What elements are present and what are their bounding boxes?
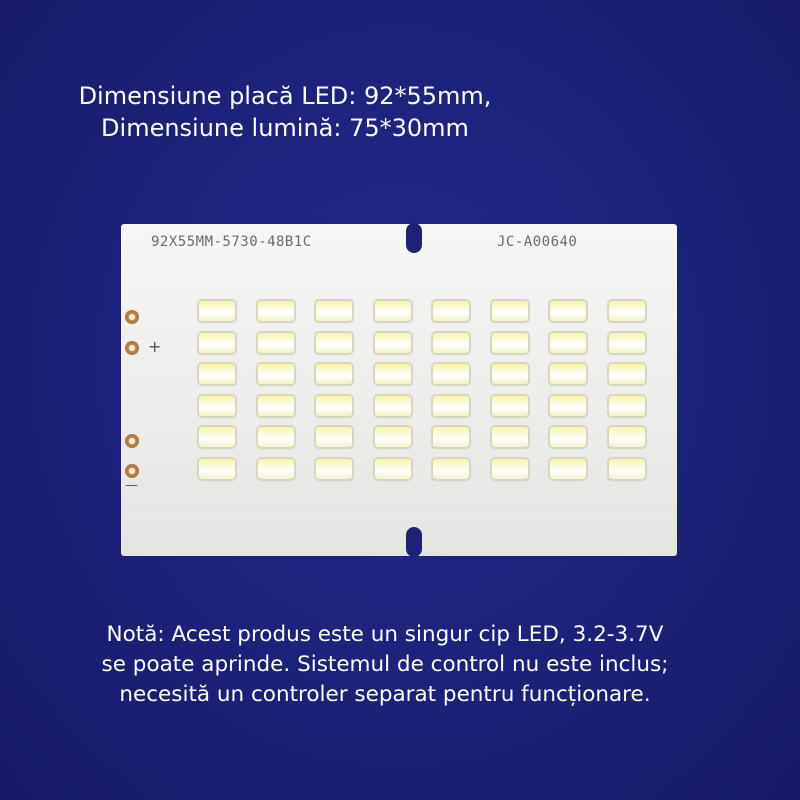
led-chip <box>375 364 411 384</box>
led-chip <box>550 459 586 479</box>
led-chip <box>550 427 586 447</box>
led-chip <box>609 333 645 353</box>
led-chip <box>609 396 645 416</box>
led-chip <box>199 459 235 479</box>
solder-pad <box>125 434 139 448</box>
led-chip <box>258 301 294 321</box>
solder-pad-positive <box>125 341 139 355</box>
led-chip <box>550 333 586 353</box>
led-chip <box>258 427 294 447</box>
led-board <box>121 224 677 556</box>
led-chip <box>199 427 235 447</box>
note-line-2: se poate aprinde. Sistemul de control nu este inclus; <box>101 652 669 677</box>
led-chip <box>258 459 294 479</box>
led-chip <box>199 396 235 416</box>
led-chip <box>316 427 352 447</box>
board-model-label: 92X55MM-5730-48B1C <box>151 234 312 250</box>
led-chip <box>492 396 528 416</box>
led-chip <box>433 396 469 416</box>
led-chip <box>199 333 235 353</box>
heading-line-1: Dimensiune placă LED: 92*55mm, <box>78 82 492 110</box>
led-chip <box>316 301 352 321</box>
product-note <box>0 620 770 710</box>
led-chip <box>375 396 411 416</box>
led-chip <box>258 364 294 384</box>
led-chip <box>433 459 469 479</box>
led-chip <box>375 333 411 353</box>
led-chip <box>375 459 411 479</box>
solder-pad <box>125 310 139 324</box>
led-chip <box>433 301 469 321</box>
led-chip <box>258 396 294 416</box>
led-chip <box>199 364 235 384</box>
led-chip <box>492 333 528 353</box>
led-chip <box>258 333 294 353</box>
led-chip <box>433 364 469 384</box>
led-chip <box>550 301 586 321</box>
led-chip <box>316 396 352 416</box>
led-chip <box>609 459 645 479</box>
led-chip <box>433 333 469 353</box>
board-code-label: JC-A00640 <box>497 234 578 250</box>
led-chip <box>492 301 528 321</box>
mounting-slot-bottom <box>406 527 422 557</box>
led-chip <box>433 427 469 447</box>
led-chip <box>492 364 528 384</box>
mounting-slot-top <box>406 223 422 253</box>
led-chip <box>316 333 352 353</box>
solder-pad-negative <box>125 464 139 478</box>
led-chip <box>609 427 645 447</box>
note-line-3: necesită un controler separat pentru funcționare. <box>119 682 651 707</box>
led-chip <box>550 396 586 416</box>
led-chip <box>492 459 528 479</box>
board-dimensions-heading <box>0 80 570 144</box>
positive-sign: + <box>148 337 162 356</box>
negative-sign: — <box>125 478 138 493</box>
heading-line-2: Dimensiune lumină: 75*30mm <box>101 114 469 142</box>
note-line-1: Notă: Acest produs este un singur cip LED, 3.2-3.7V <box>106 622 664 647</box>
led-chip <box>492 427 528 447</box>
led-chip <box>199 301 235 321</box>
led-chip <box>609 364 645 384</box>
led-chip <box>609 301 645 321</box>
led-chip <box>316 364 352 384</box>
led-chip <box>375 427 411 447</box>
led-chip <box>316 459 352 479</box>
led-chip <box>375 301 411 321</box>
led-chip <box>550 364 586 384</box>
